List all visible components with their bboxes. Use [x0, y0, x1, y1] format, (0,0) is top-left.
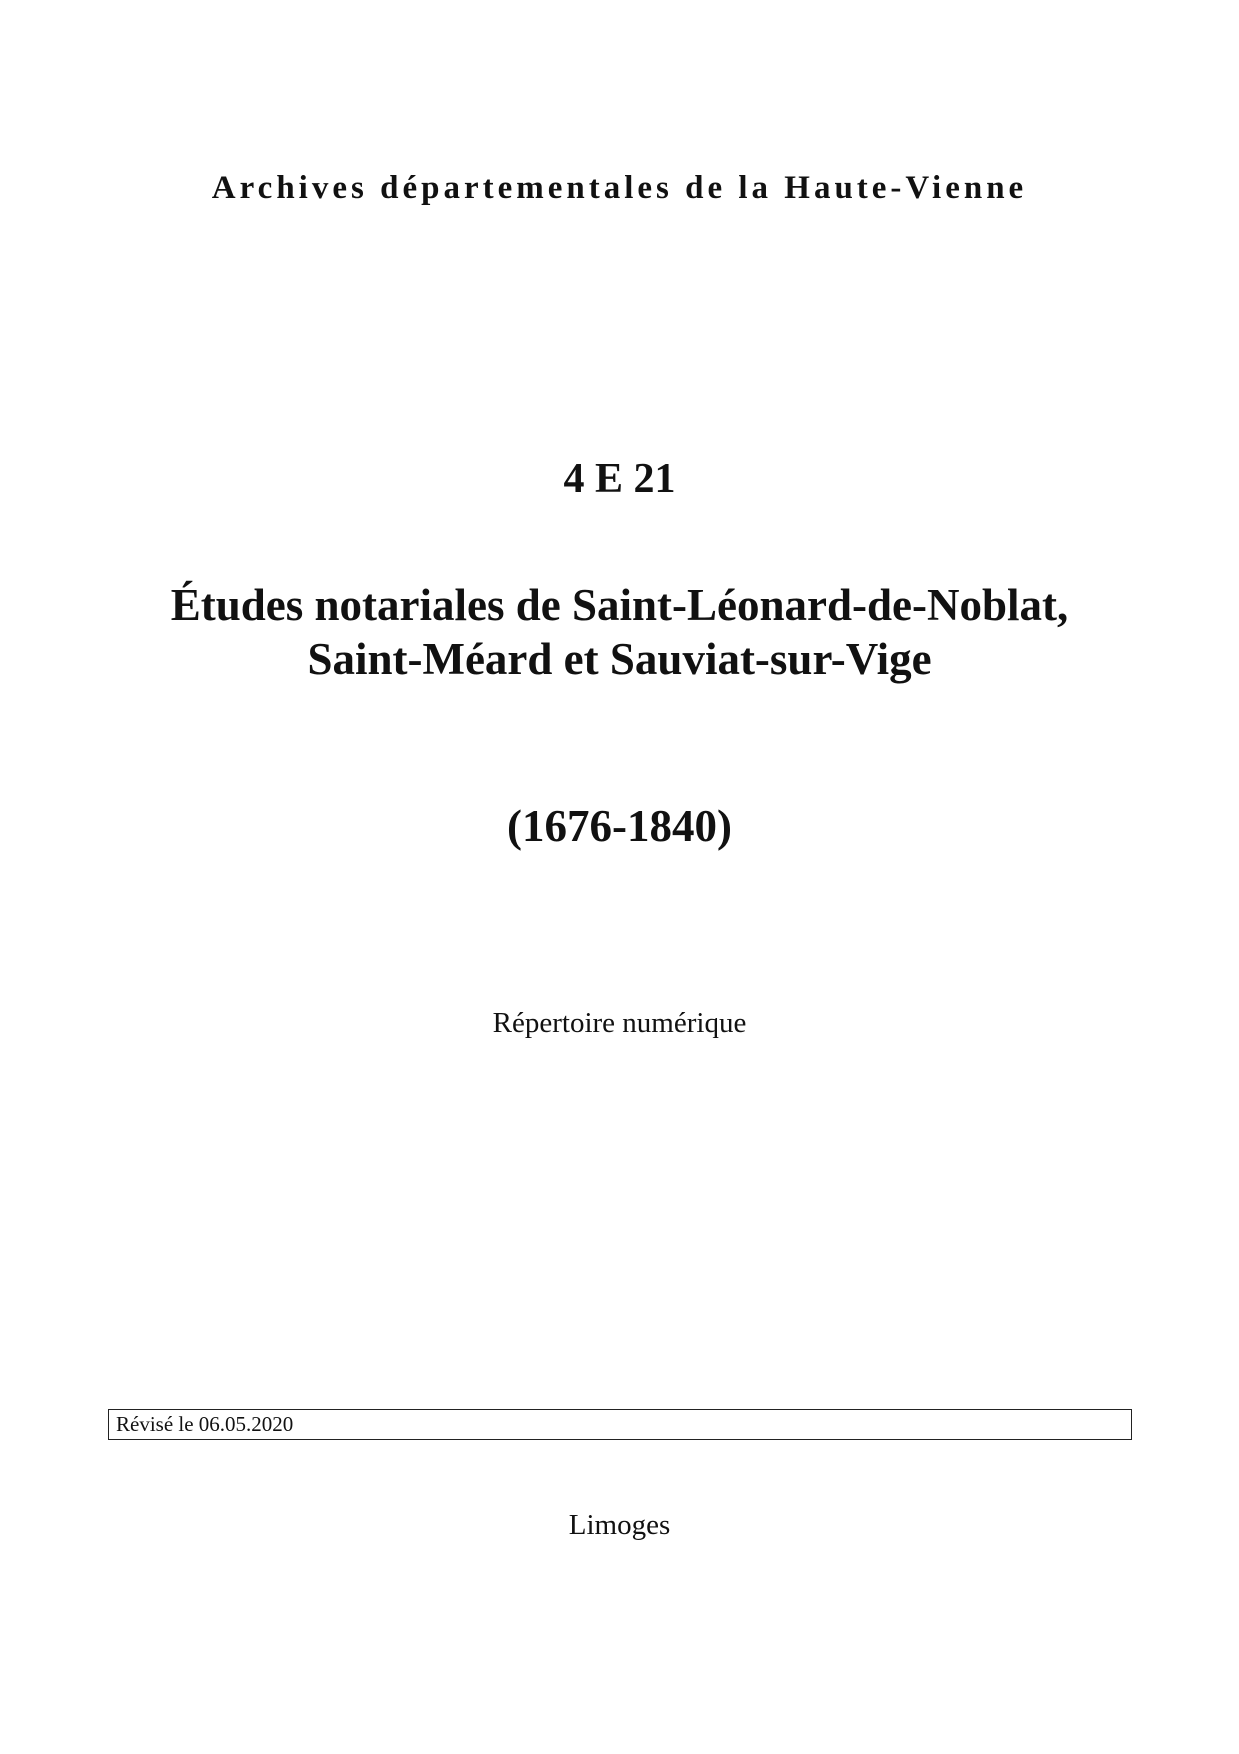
institution-heading: Archives départementales de la Haute-Vienne: [211, 170, 1028, 206]
fonds-cote: 4 E 21: [563, 456, 676, 502]
publication-place: Limoges: [568, 1509, 671, 1541]
document-type: Répertoire numérique: [492, 1007, 747, 1039]
document-title-line-1: Études notariales de Saint-Léonard-de-Noblat,: [170, 580, 1069, 630]
revision-box: [108, 1409, 1132, 1440]
document-title-line-2: Saint-Méard et Sauviat-sur-Vige: [307, 634, 932, 684]
revision-date: Révisé le 06.05.2020: [116, 1412, 294, 1436]
document-title: [0, 578, 1239, 686]
date-range: (1676-1840): [507, 801, 732, 851]
